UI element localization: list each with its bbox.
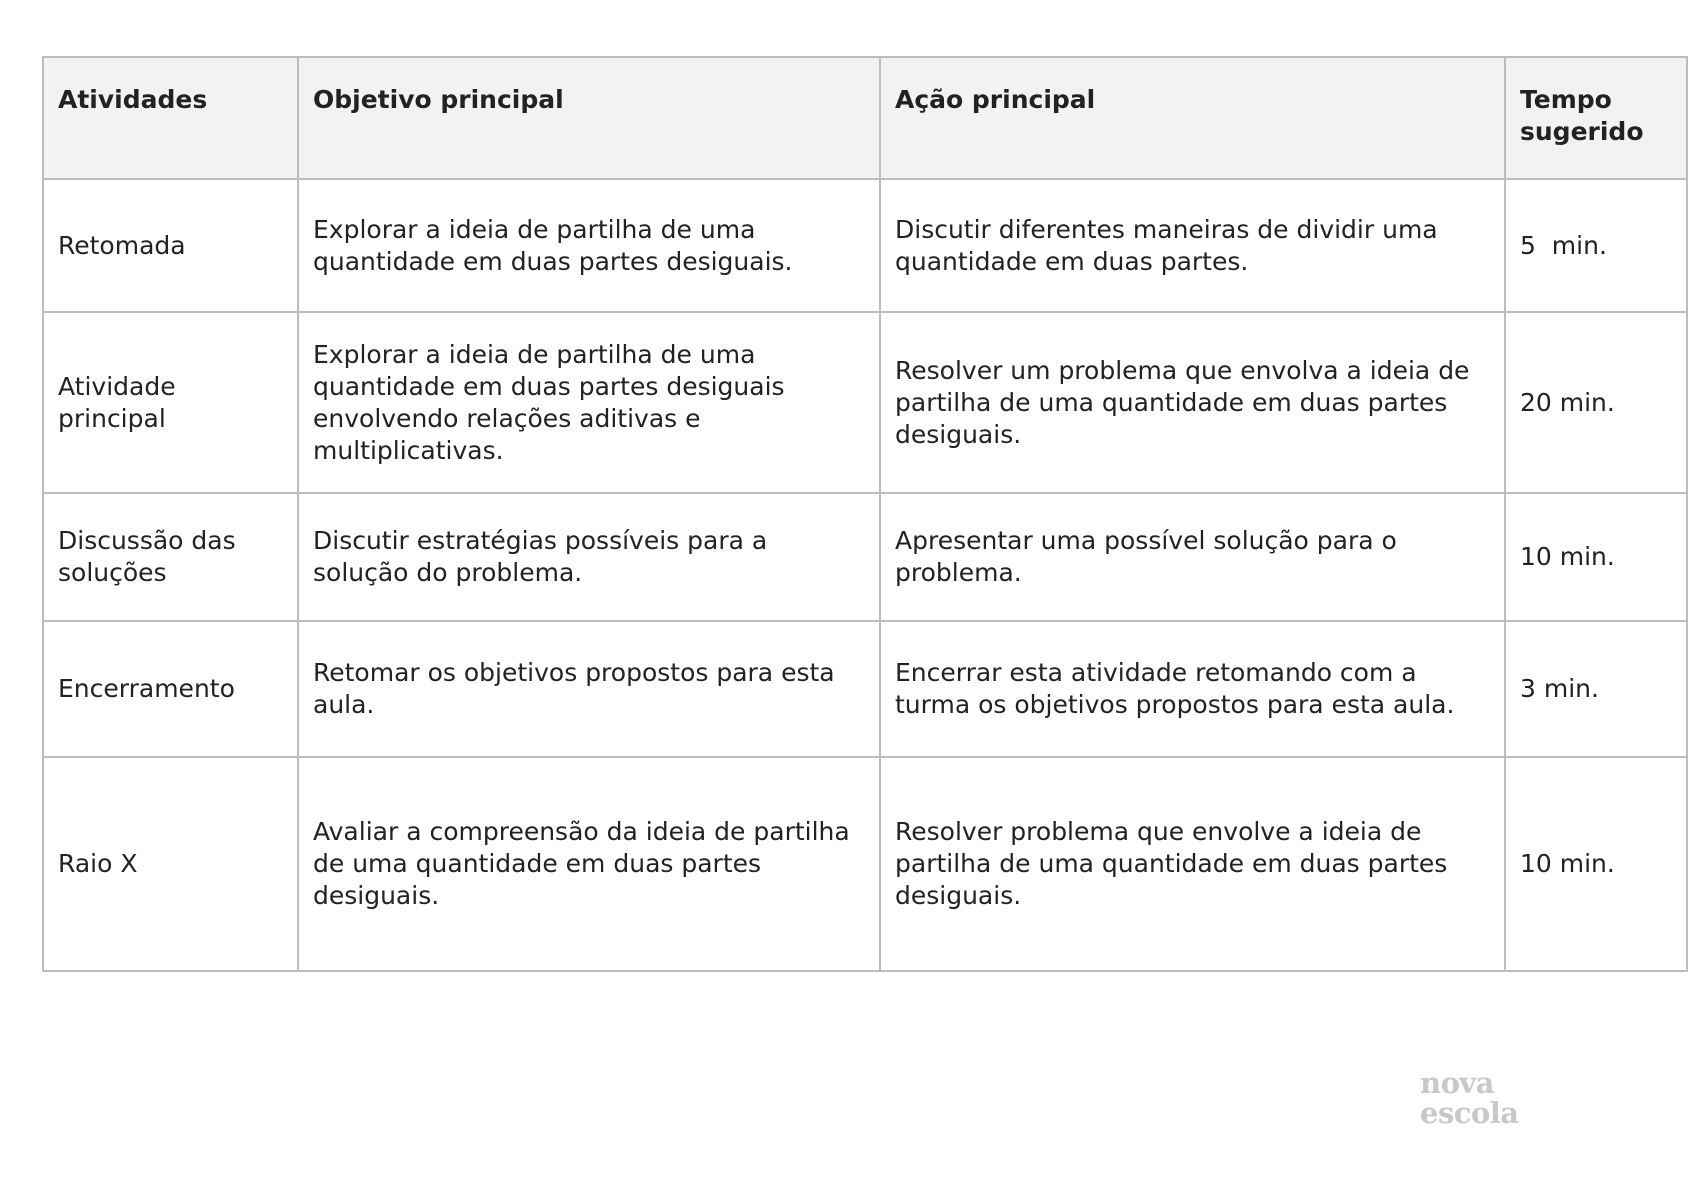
cell-objetivo: Avaliar a compreensão da ideia de partilha de uma quantidade em duas partes desiguais. <box>298 757 880 971</box>
cell-acao: Apresentar uma possível solução para o problema. <box>880 493 1505 621</box>
table-row <box>43 312 1687 493</box>
table-row <box>43 621 1687 757</box>
logo-line-escola: escola <box>1420 1096 1519 1130</box>
lesson-plan-table <box>42 56 1688 972</box>
cell-atividade: Atividade principal <box>43 312 298 493</box>
cell-objetivo: Explorar a ideia de partilha de uma quantidade em duas partes desiguais envolvendo relações aditivas e multiplicativas. <box>298 312 880 493</box>
header-tempo: Tempo sugerido <box>1505 57 1687 179</box>
logo-line-nova: nova <box>1420 1066 1495 1100</box>
cell-atividade: Retomada <box>43 179 298 312</box>
table-row <box>43 757 1687 971</box>
header-atividades: Atividades <box>43 57 298 179</box>
cell-acao: Encerrar esta atividade retomando com a turma os objetivos propostos para esta aula. <box>880 621 1505 757</box>
cell-tempo: 3 min. <box>1505 621 1687 757</box>
table-row <box>43 179 1687 312</box>
header-objetivo: Objetivo principal <box>298 57 880 179</box>
cell-atividade: Raio X <box>43 757 298 971</box>
cell-acao: Resolver problema que envolve a ideia de partilha de uma quantidade em duas partes desiguais. <box>880 757 1505 971</box>
cell-acao: Resolver um problema que envolva a ideia de partilha de uma quantidade em duas partes desiguais. <box>880 312 1505 493</box>
cell-objetivo: Retomar os objetivos propostos para esta aula. <box>298 621 880 757</box>
header-acao: Ação principal <box>880 57 1505 179</box>
cell-atividade: Discussão das soluções <box>43 493 298 621</box>
nova-escola-logo <box>1420 1068 1540 1128</box>
cell-tempo: 10 min. <box>1505 757 1687 971</box>
cell-tempo: 20 min. <box>1505 312 1687 493</box>
cell-acao: Discutir diferentes maneiras de dividir uma quantidade em duas partes. <box>880 179 1505 312</box>
cell-objetivo: Explorar a ideia de partilha de uma quantidade em duas partes desiguais. <box>298 179 880 312</box>
cell-tempo: 5 min. <box>1505 179 1687 312</box>
table-header-row <box>43 57 1687 179</box>
cell-objetivo: Discutir estratégias possíveis para a solução do problema. <box>298 493 880 621</box>
cell-tempo: 10 min. <box>1505 493 1687 621</box>
cell-atividade: Encerramento <box>43 621 298 757</box>
table-row <box>43 493 1687 621</box>
